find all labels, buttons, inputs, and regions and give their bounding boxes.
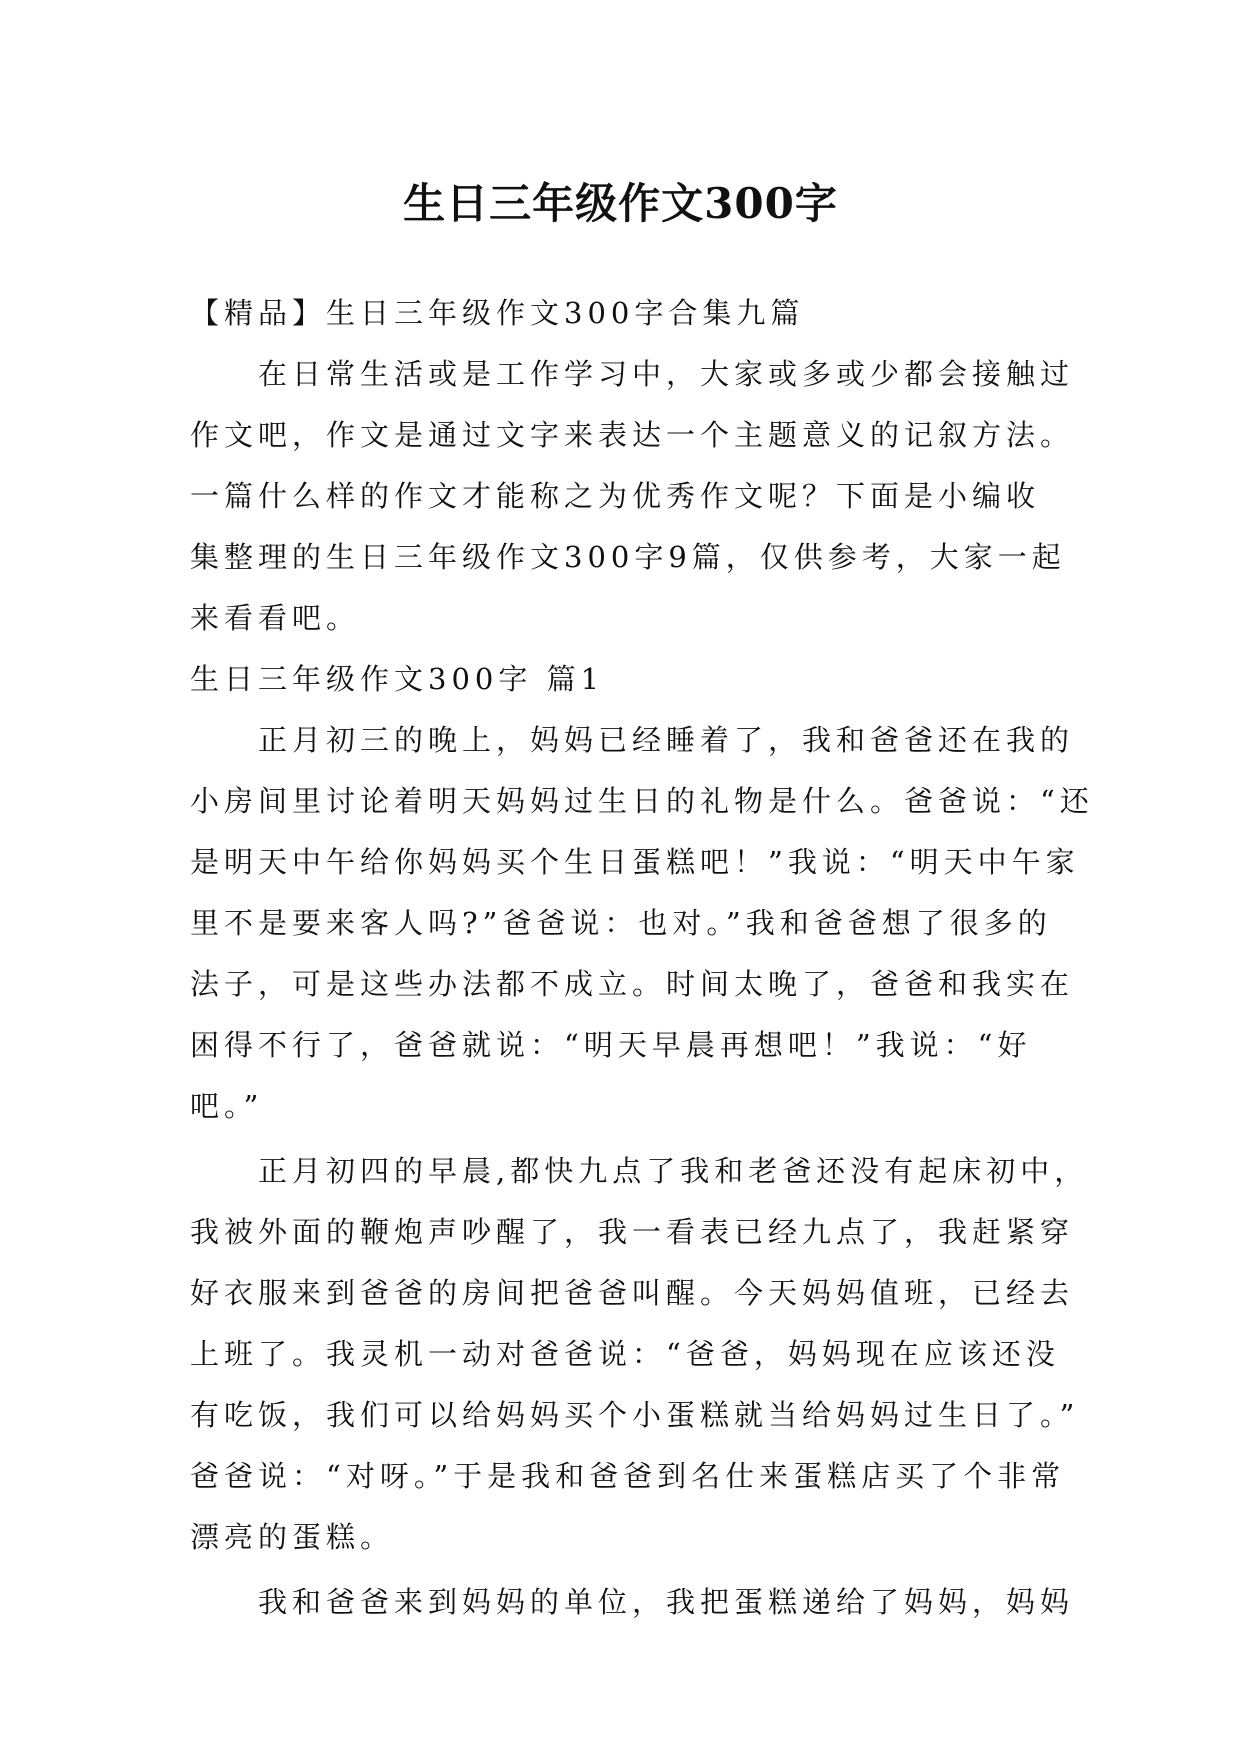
body-text-line: 困得不行了，爸爸就说：“明天早晨再想吧！”我说：“好 [190, 1028, 1032, 1062]
document-body [190, 283, 1094, 1633]
body-text-line: 法子，可是这些办法都不成立。时间太晚了，爸爸和我实在 [190, 967, 1075, 1001]
body-text-line: 是明天中午给你妈妈买个生日蛋糕吧！”我说：“明天中午家 [190, 845, 1080, 879]
body-text-line: 小房间里讨论着明天妈妈过生日的礼物是什么。爸爸说：“还 [190, 784, 1094, 818]
body-text-line: 生日三年级作文300字 篇1 [190, 662, 605, 696]
body-text-line: 来看看吧。 [190, 601, 361, 635]
body-text-line: 爸爸说：“对呀。”于是我和爸爸到名仕来蛋糕店买了个非常 [190, 1459, 1066, 1493]
body-text-line: 一篇什么样的作文才能称之为优秀作文呢？下面是小编收 [190, 479, 1041, 513]
body-text-line: 在日常生活或是工作学习中，大家或多或少都会接触过 [258, 357, 1075, 391]
body-text-line: 上班了。我灵机一动对爸爸说：“爸爸，妈妈现在应该还没 [190, 1337, 1060, 1371]
body-text-line: 集整理的生日三年级作文300字9篇，仅供参考，大家一起 [190, 540, 1066, 574]
body-text-line: 里不是要来客人吗?”爸爸说：也对。”我和爸爸想了很多的 [190, 906, 1052, 940]
body-text-line: 【精品】生日三年级作文300字合集九篇 [190, 296, 805, 330]
body-text-line: 正月初四的早晨,都快九点了我和老爸还没有起床初中， [258, 1154, 1089, 1188]
body-text-line: 有吃饭，我们可以给妈妈买个小蛋糕就当给妈妈过生日了。” [190, 1398, 1080, 1432]
body-text-line: 吧。” [190, 1089, 264, 1123]
body-text-line: 漂亮的蛋糕。 [190, 1520, 395, 1554]
body-text-line: 我和爸爸来到妈妈的单位，我把蛋糕递给了妈妈，妈妈 [258, 1585, 1075, 1619]
document-title: 生日三年级作文300字 [403, 179, 838, 229]
body-text-line: 正月初三的晚上，妈妈已经睡着了，我和爸爸还在我的 [258, 723, 1075, 757]
body-text-line: 作文吧，作文是通过文字来表达一个主题意义的记叙方法。 [190, 418, 1075, 452]
body-text-line: 我被外面的鞭炮声吵醒了，我一看表已经九点了，我赶紧穿 [190, 1215, 1075, 1249]
body-text-line: 好衣服来到爸爸的房间把爸爸叫醒。今天妈妈值班，已经去 [190, 1276, 1075, 1310]
